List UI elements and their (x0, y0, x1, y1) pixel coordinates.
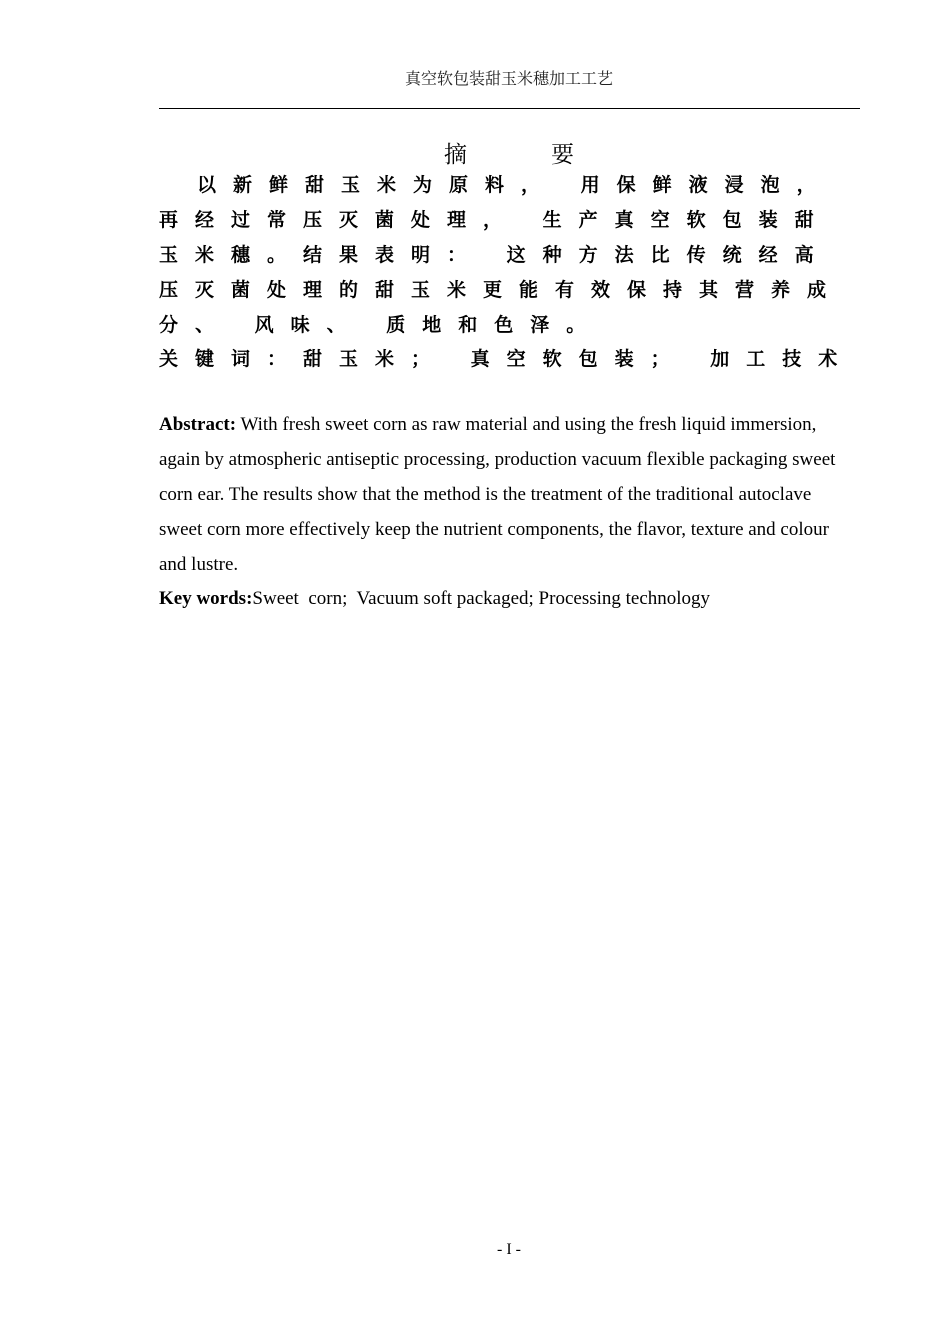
abstract-cn-line-2: 再经过常压灭菌处理， 生产真空软包装甜 (159, 209, 831, 231)
abstract-en-line-3: corn ear. The results show that the method is the treatment of the traditional autoclave (159, 484, 812, 505)
abstract-cn-title-part1: 摘 (444, 142, 467, 168)
header-divider (159, 108, 860, 109)
abstract-en-line-1 (159, 407, 859, 442)
abstract-en-line-5: and lustre. (159, 554, 239, 575)
page-number: - I - (497, 1241, 521, 1258)
abstract-en-text-1: With fresh sweet corn as raw material and using the fresh liquid immersion, (240, 414, 817, 435)
keywords-cn: 关键词：甜玉米； 真空软包装； 加工技术 (159, 348, 855, 370)
keywords-en-label: Key words: (159, 588, 253, 609)
keywords-en-text: Sweet corn; Vacuum soft packaged; Processing technology (252, 588, 711, 609)
abstract-en (159, 407, 859, 582)
abstract-cn-title (159, 136, 859, 169)
abstract-cn-line-4: 压灭菌处理的甜玉米更能有效保持其营养成 (159, 279, 844, 301)
abstract-cn-line-1: 以新鲜甜玉米为原料， 用保鲜液浸泡， (197, 174, 833, 196)
keywords-en (159, 586, 710, 612)
abstract-cn-title-part2: 要 (551, 142, 574, 168)
running-header: 真空软包装甜玉米穗加工工艺 (404, 69, 613, 88)
abstract-en-label: Abstract: (159, 414, 237, 435)
abstract-cn-line-5: 分、 风味、 质地和色泽。 (159, 314, 603, 336)
abstract-cn-line-3: 玉米穗。结果表明： 这种方法比传统经高 (159, 244, 831, 266)
abstract-en-line-2: again by atmospheric antiseptic processing, production vacuum flexible packaging sweet (159, 449, 836, 470)
abstract-en-line-4: sweet corn more effectively keep the nutrient components, the flavor, texture and colour (159, 519, 829, 540)
